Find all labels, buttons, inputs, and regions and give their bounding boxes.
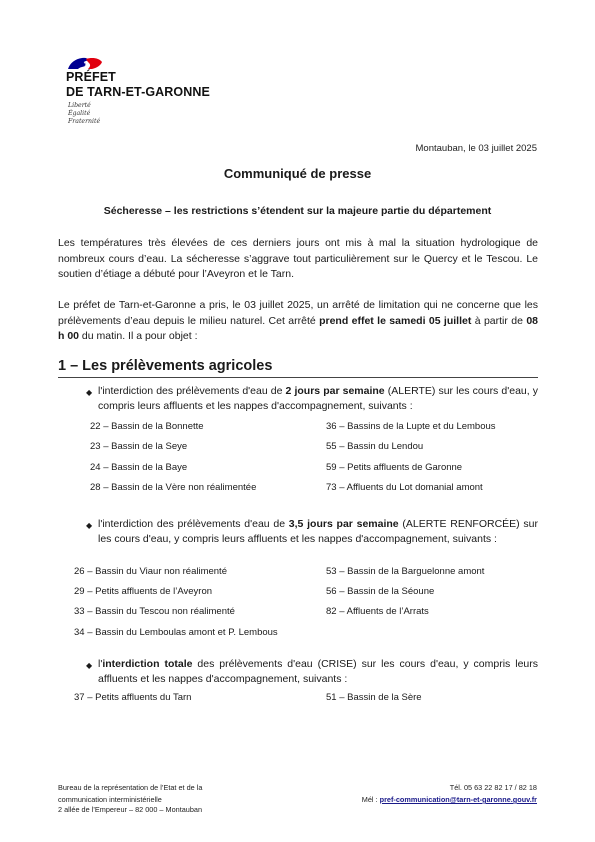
intro-paragraph: Les températures très élevées de ces derniers jours ont mis à mal la situation hydrologique de nombreux cours d’eau. La sécheresse s’aggrave tout particulièrement sur le Quercy et le Tescou. Le soutien d’étiage a débuté pour l’Aveyron et le Tarn. [58, 237, 538, 280]
footer-address [58, 782, 202, 816]
basin-item: 56 – Bassin de la Séoune [326, 586, 435, 597]
basin-item: 51 – Bassin de la Sère [326, 692, 422, 703]
basin-item: 55 – Bassin du Lendou [326, 441, 424, 452]
alerte-duration: 2 jours par semaine [285, 385, 385, 397]
arrete-effective-time: 08 h 00 [58, 314, 538, 342]
arrete-paragraph [58, 298, 538, 345]
devise-liberte: Liberté [68, 102, 91, 109]
basin-item: 33 – Bassin du Tescou non réalimenté [74, 606, 235, 617]
diamond-bullet-icon: ◆ [86, 388, 93, 397]
alerte-renforcee-text-1: l'interdiction des prélèvements d'eau de [98, 518, 289, 530]
footer-email-line [362, 794, 537, 806]
marianne-logo [66, 55, 104, 70]
alerte-renforcee-duration: 3,5 jours par semaine [288, 518, 399, 530]
basin-item: 24 – Bassin de la Baye [90, 462, 188, 473]
arrete-effective-date: prend effet le samedi 05 juillet [319, 314, 472, 327]
footer-email-link[interactable]: pref-communication@tarn-et-garonne.gouv.fr [379, 795, 537, 804]
diamond-bullet-icon: ◆ [86, 661, 93, 670]
crise-text-1: l' [98, 658, 103, 670]
footer-contact [362, 782, 537, 806]
date-line: Montauban, le 03 juillet 2025 [415, 143, 537, 154]
footer-phone: Tél. 05 63 22 82 17 / 82 18 [449, 783, 537, 792]
basin-item: 23 – Bassin de la Seye [90, 441, 188, 452]
crise-text-2: des prélèvements d'eau (CRISE) sur les cours d'eau, y compris leurs affluents et les nappes d'accompagnement, suivants : [98, 658, 538, 685]
basin-item: 28 – Bassin de la Vère non réalimentée [90, 482, 257, 493]
arrete-text-1: Le préfet de Tarn-et-Garonne a pris, le 03 juillet 2025, un arrêté de limitation qui ne concerne que les prélèvements d’eau depuis le milieu naturel. Cet arrêté [58, 299, 538, 327]
page-title: Communiqué de presse [223, 166, 372, 181]
diamond-bullet-icon: ◆ [86, 521, 93, 530]
basin-item: 73 – Affluents du Lot domanial amont [326, 482, 483, 493]
prefet-title-line-2: DE TARN-ET-GARONNE [66, 85, 210, 99]
footer-line: Bureau de la représentation de l’Etat et de la [58, 783, 203, 792]
alerte-text-2: (ALERTE) sur les cours d'eau, y compris leurs affluents et les nappes d'accompagnement, suivants : [98, 385, 539, 412]
footer-line: 2 allée de l’Empereur – 82 000 – Montauban [58, 805, 203, 814]
arrete-text-2: à partir de [471, 314, 527, 327]
alerte-text-1: l'interdiction des prélèvements d'eau de [98, 385, 286, 397]
devise-fraternite: Fraternité [68, 118, 101, 125]
arrete-text-3: du matin. Il a pour objet : [79, 330, 198, 342]
prefet-title-line-1: PRÉFET [66, 70, 116, 84]
basin-item: 59 – Petits affluents de Garonne [326, 462, 463, 473]
section-heading: 1 – Les prélèvements agricoles [58, 358, 273, 374]
crise-bullet [98, 657, 538, 686]
basin-item: 37 – Petits affluents du Tarn [74, 692, 192, 703]
basin-item: 22 – Bassin de la Bonnette [90, 421, 204, 432]
basin-item: 82 – Affluents de l’Arrats [326, 606, 429, 617]
page-subtitle: Sécheresse – les restrictions s’étendent sur la majeure partie du département [103, 205, 492, 217]
crise-label: interdiction totale [102, 658, 193, 670]
alerte-renforcee-text-2: (ALERTE RENFORCÉE) sur les cours d'eau, y compris leurs affluents et les nappes d'accompagnement, suivants : [98, 518, 539, 545]
alerte-renforcee-bullet [98, 517, 538, 546]
basin-item: 26 – Bassin du Viaur non réalimenté [74, 566, 227, 577]
footer-email-label: Mél : [361, 795, 380, 804]
section-divider [58, 377, 538, 378]
basin-item: 53 – Bassin de la Barguelonne amont [326, 566, 485, 577]
basin-item: 36 – Bassins de la Lupte et du Lembous [326, 421, 496, 432]
alerte-bullet [98, 384, 538, 413]
basin-item: 34 – Bassin du Lemboulas amont et P. Lembous [74, 627, 278, 638]
basin-item: 29 – Petits affluents de l’Aveyron [74, 586, 213, 597]
devise-egalite: Égalité [68, 110, 91, 117]
footer-line: communication interministérielle [58, 795, 162, 804]
